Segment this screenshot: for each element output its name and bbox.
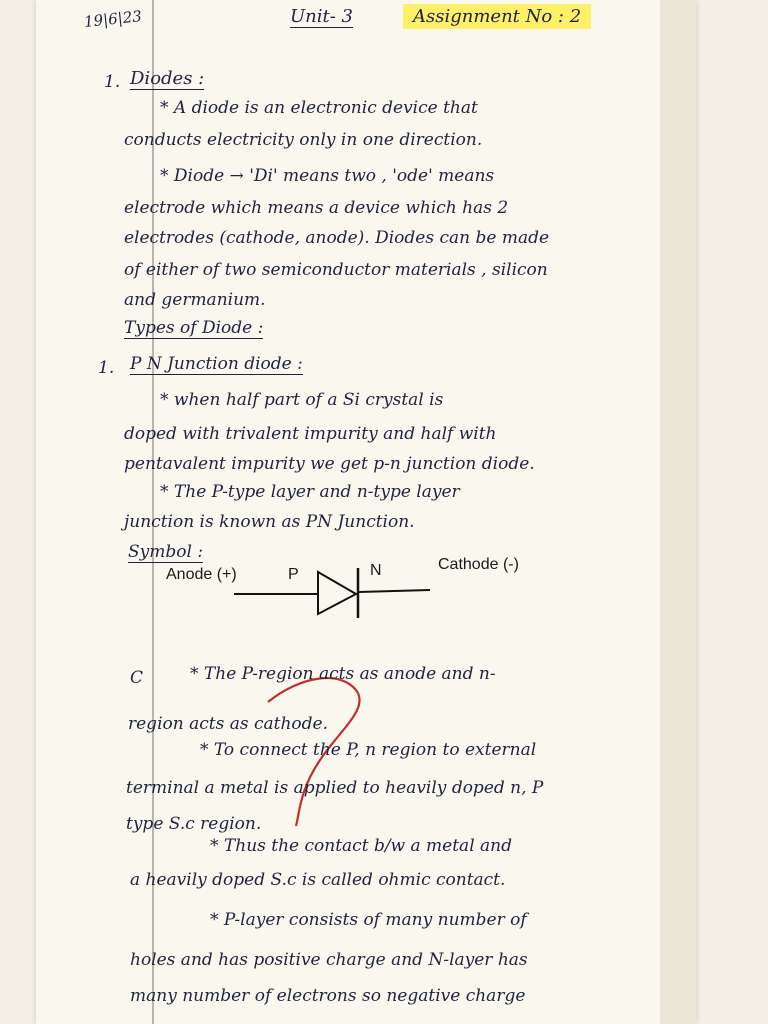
text-line: * To connect the P, n region to external: [200, 740, 537, 760]
section-number: 1.: [104, 72, 121, 92]
text-line: doped with trivalent impurity and half with: [124, 424, 497, 444]
c-mark: C: [130, 668, 144, 688]
text-line: * P-layer consists of many number of: [210, 910, 527, 930]
p-label: P: [288, 566, 299, 583]
cathode-label: Cathode (-): [438, 556, 519, 573]
text-line: many number of electrons so negative charge: [130, 986, 526, 1006]
n-label: N: [370, 562, 382, 579]
text-line: region acts as cathode.: [128, 714, 328, 734]
text-line: a heavily doped S.c is called ohmic contact.: [130, 870, 506, 890]
text-line: * A diode is an electronic device that: [160, 98, 478, 118]
text-line: * Diode → 'Di' means two , 'ode' means: [160, 166, 495, 186]
date: 19|6|23: [83, 7, 143, 31]
symbol-heading: Symbol :: [128, 542, 204, 562]
unit-title: Unit- 3: [290, 6, 354, 27]
text-line: conducts electricity only in one direction.: [124, 130, 483, 150]
text-line: * The P-type layer and n-type layer: [160, 482, 460, 502]
text-line: junction is known as PN Junction.: [124, 512, 415, 532]
text-line: electrodes (cathode, anode). Diodes can be made: [124, 228, 550, 248]
text-line: and germanium.: [124, 290, 266, 310]
text-line: terminal a metal is applied to heavily doped n, P: [126, 778, 544, 798]
assignment-title: Assignment No : 2: [403, 4, 591, 29]
text-line: * Thus the contact b/w a metal and: [210, 836, 512, 856]
pn-heading: P N Junction diode :: [130, 354, 303, 374]
text-line: holes and has positive charge and N-layer has: [130, 950, 528, 970]
anode-label: Anode (+): [166, 566, 237, 583]
text-line: electrode which means a device which has 2: [124, 198, 509, 218]
text-line: type S.c region.: [126, 814, 262, 834]
text-line: of either of two semiconductor materials , silicon: [124, 260, 548, 280]
text-line: pentavalent impurity we get p-n junction diode.: [124, 454, 535, 474]
diodes-heading: Diodes :: [130, 68, 205, 89]
types-heading: Types of Diode :: [124, 318, 264, 338]
section-number: 1.: [98, 358, 115, 378]
text-line: * when half part of a Si crystal is: [160, 390, 444, 410]
text-line: * The P-region acts as anode and n-: [190, 664, 496, 684]
